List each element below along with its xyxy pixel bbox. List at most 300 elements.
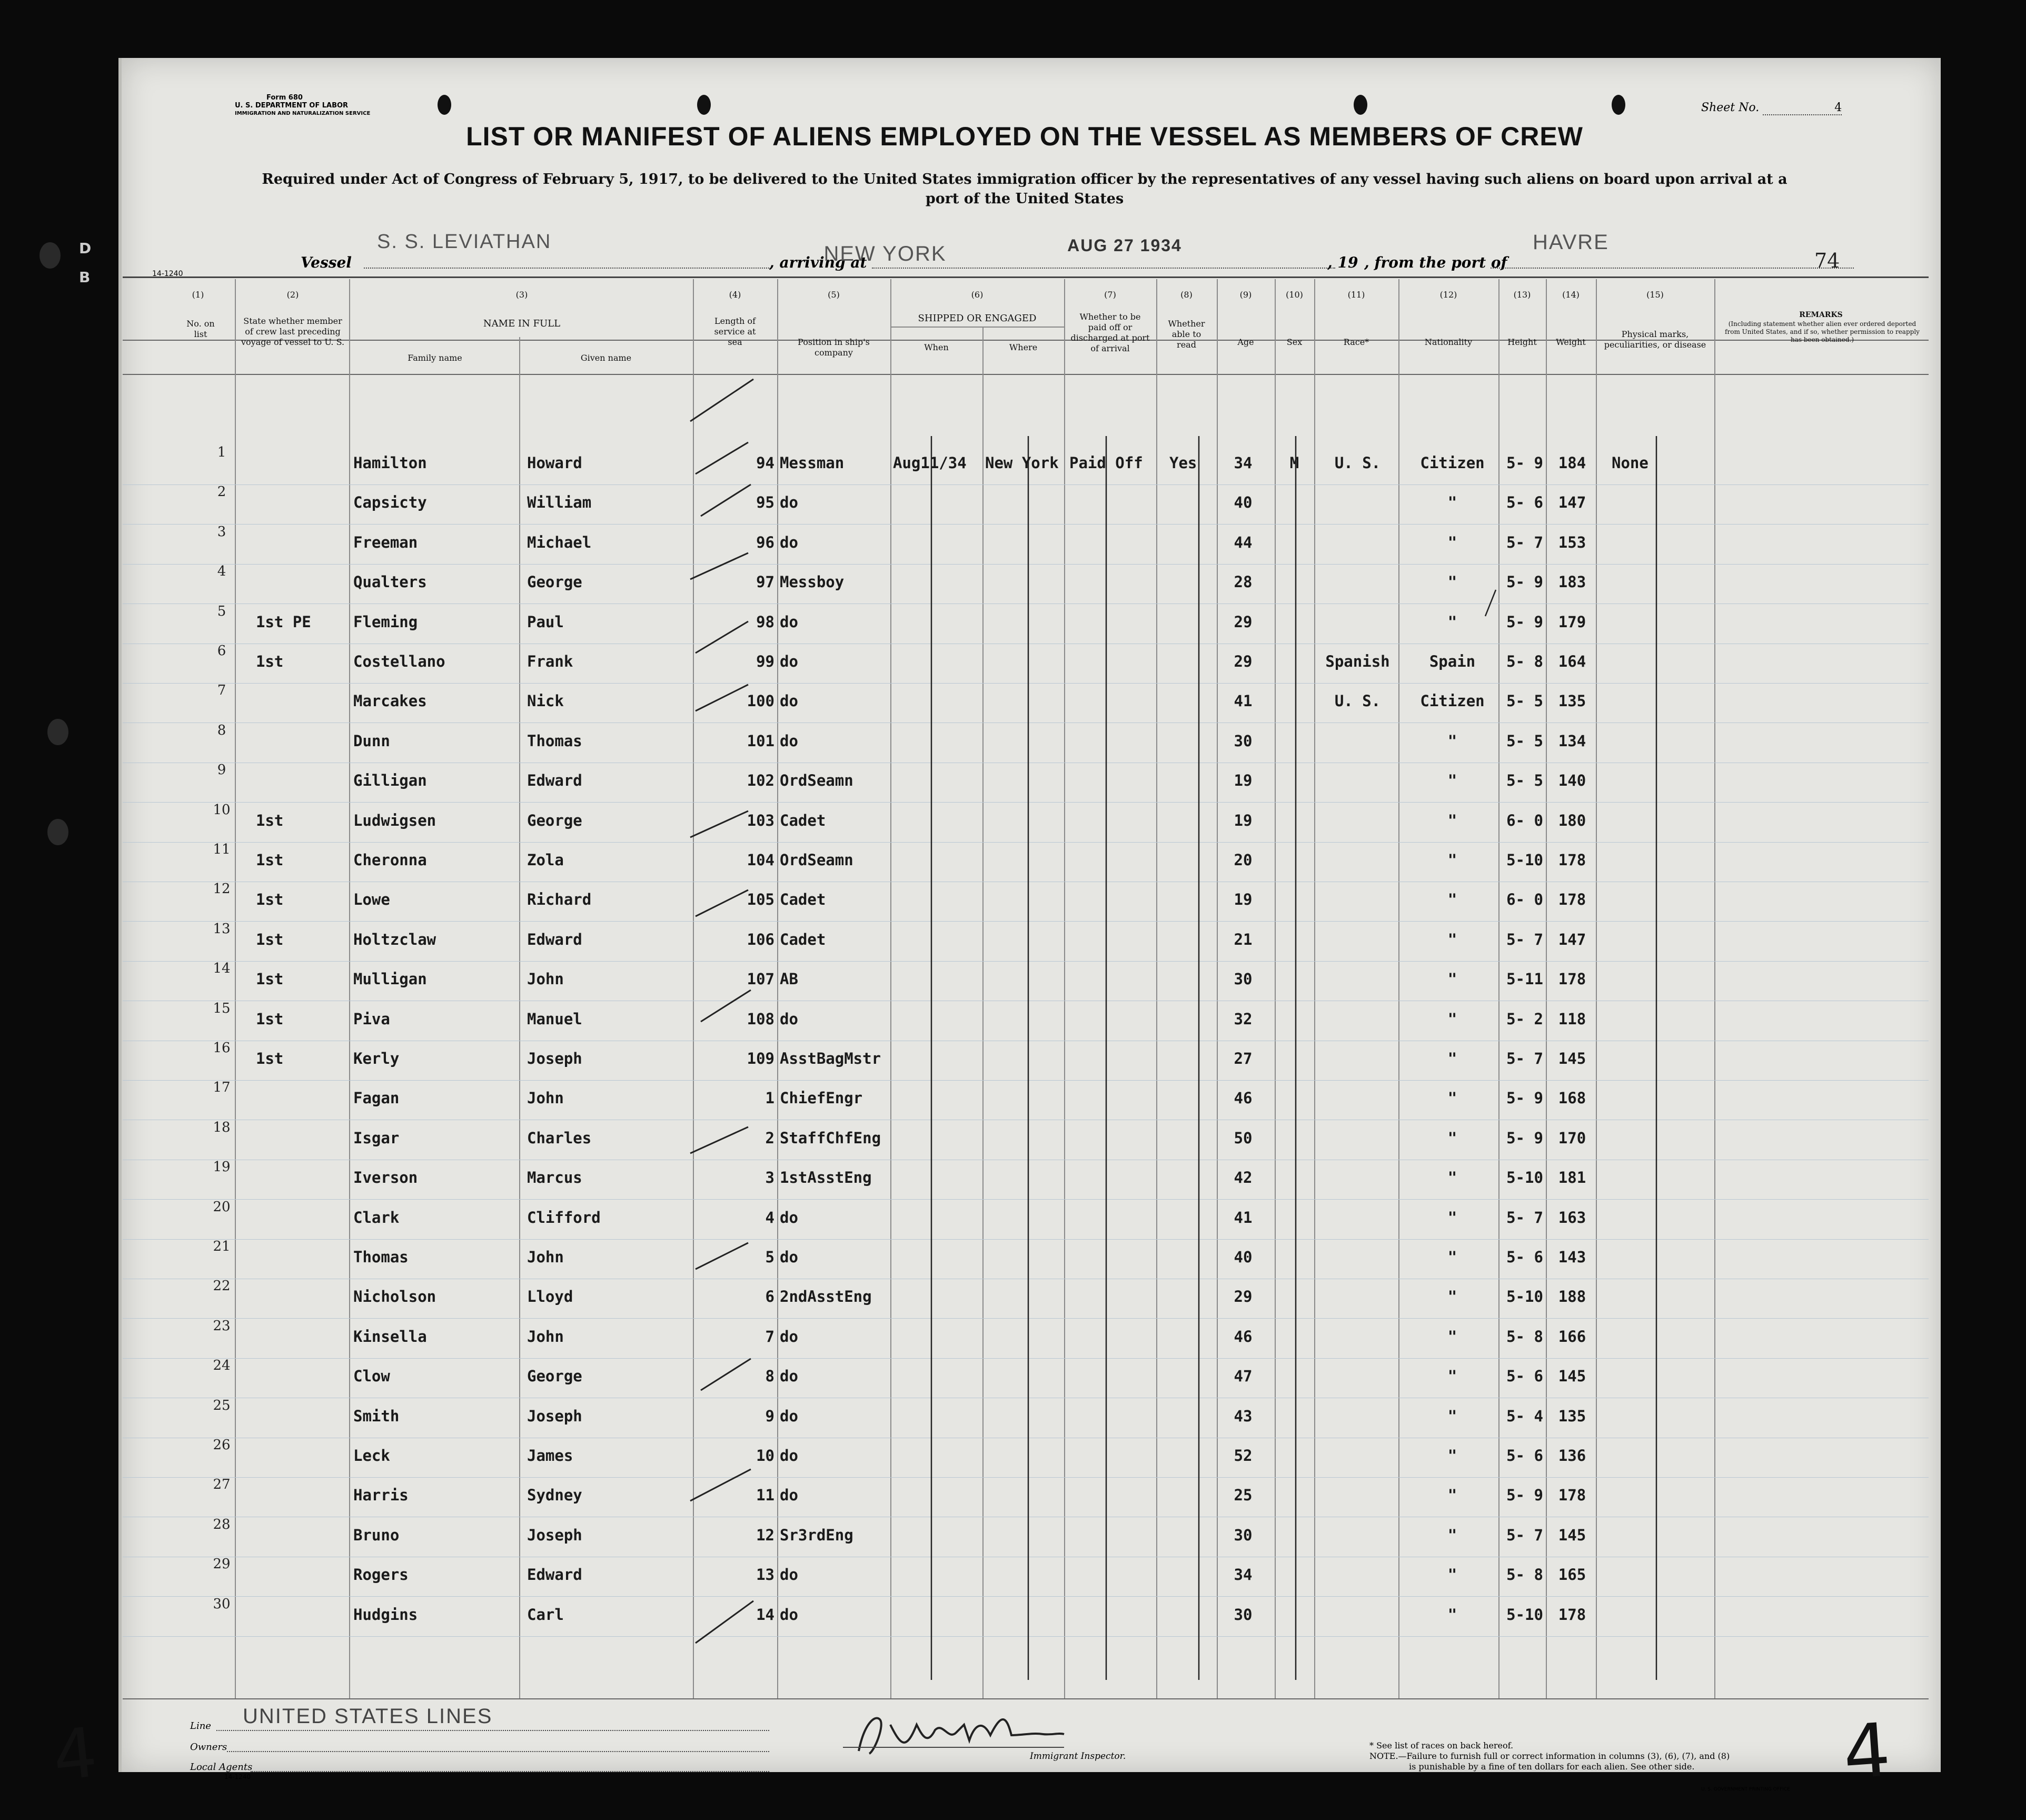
cell-height: 5- 5: [1506, 732, 1543, 750]
cell-given: Marcus: [527, 1169, 582, 1186]
cell-nationality: ": [1447, 851, 1457, 869]
cell-weight: 168: [1558, 1089, 1586, 1107]
cell-position: Cadet: [780, 812, 826, 829]
cell-nationality: ": [1447, 812, 1457, 829]
cell-nationality: ": [1447, 493, 1457, 511]
cell-marks: None: [1612, 454, 1648, 472]
cell-position: do: [780, 692, 798, 710]
cell-given: Edward: [527, 771, 582, 789]
cell-no: 17: [213, 1080, 231, 1095]
cell-position: do: [780, 1328, 798, 1346]
cell-height: 5- 7: [1506, 1209, 1543, 1226]
cell-nationality: ": [1447, 1447, 1457, 1465]
cell-age: 30: [1234, 1526, 1253, 1544]
cell-height: 5-10: [1506, 1606, 1543, 1624]
cell-read: Yes: [1169, 454, 1197, 472]
cell-paid: Paid Off: [1069, 454, 1143, 472]
cell-no: 4: [217, 563, 226, 579]
cell-age: 32: [1234, 1010, 1253, 1028]
cell-no: 27: [213, 1477, 231, 1492]
cell-nationality: ": [1447, 1010, 1457, 1028]
cell-nationality: ": [1447, 1367, 1457, 1385]
cell-height: 5- 6: [1506, 1367, 1543, 1385]
cell-nationality: Spain: [1429, 652, 1476, 670]
cell-family: Clark: [353, 1209, 400, 1226]
cell-family: Kerly: [353, 1050, 400, 1067]
cell-no: 20: [213, 1199, 231, 1215]
col-15-number: (15): [1646, 290, 1664, 300]
cell-service: 104: [747, 851, 774, 869]
cell-weight: 145: [1558, 1367, 1586, 1385]
cell-service: 3: [765, 1169, 774, 1186]
cell-position: do: [780, 1606, 798, 1624]
line-underline: [216, 1730, 769, 1731]
cell-position: Cadet: [780, 931, 826, 948]
col-1-header: No. on list: [186, 319, 215, 339]
cell-nationality: ": [1447, 1209, 1457, 1226]
cell-age: 46: [1234, 1089, 1253, 1107]
cell-position: OrdSeamn: [780, 771, 853, 789]
cell-no: 5: [217, 604, 226, 619]
cell-family: Hamilton: [353, 454, 427, 472]
col-6-where-header: Where: [1009, 342, 1038, 352]
col-13-number: (13): [1513, 290, 1531, 300]
department-name: U. S. DEPARTMENT OF LABOR: [235, 102, 349, 110]
cell-given: Richard: [527, 891, 592, 908]
cell-weight: 178: [1558, 1486, 1586, 1504]
col-1-number: (1): [192, 290, 204, 300]
cell-service: 7: [765, 1328, 774, 1346]
cell-no: 22: [213, 1278, 231, 1294]
col-7-header: Whether to be paid off or discharged at port of arrival: [1070, 312, 1150, 353]
cell-position: Cadet: [780, 891, 826, 908]
subtitle-line-1: Required under Act of Congress of February 5, 1917, to be delivered to the United States immigration officer by the representatives of any vessel having such aliens on board upon arrival at a: [262, 171, 1787, 187]
cell-age: 40: [1234, 493, 1253, 511]
col-10-number: (10): [1286, 290, 1303, 300]
cell-position: do: [780, 1367, 798, 1385]
cell-position: do: [780, 1447, 798, 1465]
cell-no: 26: [213, 1437, 231, 1453]
cell-nationality: ": [1447, 1129, 1457, 1147]
cell-race: U. S.: [1334, 692, 1381, 710]
cell-given: Michael: [527, 533, 592, 551]
cell-weight: 136: [1558, 1447, 1586, 1465]
subtitle-line-2: port of the United States: [925, 191, 1124, 207]
cell-position: do: [780, 1566, 798, 1584]
right-corner-mark: 4: [1840, 1707, 1893, 1796]
cell-height: 5-10: [1506, 1169, 1543, 1186]
cell-age: 29: [1234, 1288, 1253, 1305]
cell-service: 103: [747, 812, 774, 829]
cell-no: 2: [217, 484, 226, 500]
cell-weight: 178: [1558, 851, 1586, 869]
cell-age: 30: [1234, 732, 1253, 750]
cell-height: 5- 7: [1506, 1526, 1543, 1544]
page-title: LIST OR MANIFEST OF ALIENS EMPLOYED ON THE VESSEL AS MEMBERS OF CREW: [466, 122, 1583, 151]
line-label: Line: [190, 1720, 211, 1732]
cell-position: 2ndAsstEng: [780, 1288, 872, 1305]
cell-given: Joseph: [527, 1407, 582, 1425]
cell-nationality: ": [1447, 732, 1457, 750]
cell-nationality: ": [1447, 1407, 1457, 1425]
cell-prev: 1st PE: [256, 613, 311, 631]
cell-nationality: Citizen: [1420, 454, 1485, 472]
cell-service: 100: [747, 692, 774, 710]
cell-no: 8: [217, 723, 226, 738]
cell-height: 5- 8: [1506, 1328, 1543, 1346]
cell-given: Lloyd: [527, 1288, 573, 1305]
cell-family: Harris: [353, 1486, 409, 1504]
cell-family: Marcakes: [353, 692, 427, 710]
cell-nationality: ": [1447, 573, 1457, 591]
cell-nationality: ": [1447, 1089, 1457, 1107]
cell-given: Zola: [527, 851, 564, 869]
cell-height: 5- 8: [1506, 1566, 1543, 1584]
cell-service: 8: [765, 1367, 774, 1385]
cell-nationality: ": [1447, 1526, 1457, 1544]
cell-given: John: [527, 1089, 564, 1107]
cell-nationality: ": [1447, 1566, 1457, 1584]
cell-prev: 1st: [256, 931, 284, 948]
cell-weight: 165: [1558, 1566, 1586, 1584]
remarks-note: (Including statement whether alien ever ordered deported from United States, and if so, whether permission to reapply has been obtained.): [1725, 320, 1920, 343]
cell-height: 5- 4: [1506, 1407, 1543, 1425]
cell-position: do: [780, 1407, 798, 1425]
cell-height: 5- 2: [1506, 1010, 1543, 1028]
cell-family: Hudgins: [353, 1606, 418, 1624]
cell-weight: 135: [1558, 692, 1586, 710]
cell-age: 29: [1234, 613, 1253, 631]
cell-nationality: ": [1447, 1606, 1457, 1624]
left-strip-text: D: [79, 240, 92, 257]
fine-note-2: is punishable by a fine of ten dollars for each alien. See other side.: [1409, 1762, 1695, 1772]
date-stamp: AUG 27 1934: [1067, 236, 1182, 255]
cell-age: 21: [1234, 931, 1253, 948]
cell-position: ChiefEngr: [780, 1089, 863, 1107]
cell-weight: 140: [1558, 771, 1586, 789]
cell-height: 5- 9: [1506, 1486, 1543, 1504]
cell-height: 5- 5: [1506, 692, 1543, 710]
cell-age: 34: [1234, 1566, 1253, 1584]
cell-position: OrdSeamn: [780, 851, 853, 869]
cell-nationality: ": [1447, 970, 1457, 988]
cell-given: George: [527, 1367, 582, 1385]
cell-when: Aug11/34: [893, 454, 967, 472]
cell-nationality: ": [1447, 771, 1457, 789]
cell-no: 29: [213, 1556, 231, 1572]
cell-height: 5- 6: [1506, 1248, 1543, 1266]
cell-prev: 1st: [256, 970, 284, 988]
col-10-header: Sex: [1286, 337, 1303, 347]
col-8-header: Whether able to read: [1168, 319, 1205, 350]
cell-prev: 1st: [256, 652, 284, 670]
cell-nationality: ": [1447, 1169, 1457, 1186]
cell-given: Edward: [527, 931, 582, 948]
cell-age: 43: [1234, 1407, 1253, 1425]
cell-age: 19: [1234, 812, 1253, 829]
cell-service: 99: [756, 652, 774, 670]
cell-service: 106: [747, 931, 774, 948]
cell-family: Qualters: [353, 573, 427, 591]
cell-given: Edward: [527, 1566, 582, 1584]
cell-age: 34: [1234, 454, 1253, 472]
cell-given: Frank: [527, 652, 573, 670]
cell-no: 30: [213, 1596, 231, 1612]
cell-weight: 178: [1558, 1606, 1586, 1624]
cell-where: New York: [985, 454, 1059, 472]
cell-position: do: [780, 652, 798, 670]
col-14-number: (14): [1562, 290, 1580, 300]
cell-weight: 183: [1558, 573, 1586, 591]
arriving-port: NEW YORK: [823, 242, 947, 265]
cell-age: 40: [1234, 1248, 1253, 1266]
binder-hole: [47, 719, 68, 745]
cell-age: 52: [1234, 1447, 1253, 1465]
col-14-header: Weight: [1556, 337, 1586, 347]
page-number: 74: [1814, 249, 1840, 272]
cell-position: do: [780, 533, 798, 551]
cell-age: 41: [1234, 1209, 1253, 1226]
cell-given: Joseph: [527, 1050, 582, 1067]
cell-age: 29: [1234, 652, 1253, 670]
cell-age: 28: [1234, 573, 1253, 591]
cell-family: Piva: [353, 1010, 390, 1028]
cell-weight: 145: [1558, 1050, 1586, 1067]
cell-prev: 1st: [256, 812, 284, 829]
cell-position: do: [780, 613, 798, 631]
cell-age: 41: [1234, 692, 1253, 710]
col-6-header: SHIPPED OR ENGAGED: [918, 313, 1037, 324]
cell-nationality: ": [1447, 613, 1457, 631]
cell-family: Clow: [353, 1367, 390, 1385]
cell-no: 24: [213, 1358, 231, 1373]
cell-service: 12: [756, 1526, 774, 1544]
cell-height: 6- 0: [1506, 891, 1543, 908]
cell-family: Cheronna: [353, 851, 427, 869]
cell-service: 98: [756, 613, 774, 631]
cell-given: Charles: [527, 1129, 592, 1147]
cell-no: 12: [213, 881, 231, 897]
cell-family: Costellano: [353, 652, 445, 670]
cell-weight: 164: [1558, 652, 1586, 670]
cell-given: John: [527, 1328, 564, 1346]
cell-service: 96: [756, 533, 774, 551]
cell-given: George: [527, 573, 582, 591]
col-15-header: Physical marks, peculiarities, or disease: [1604, 329, 1706, 350]
cell-given: Manuel: [527, 1010, 582, 1028]
fine-note-1: NOTE.—Failure to furnish full or correct information in columns (3), (6), (7), and (8): [1369, 1751, 1730, 1761]
service-name: IMMIGRATION AND NATURALIZATION SERVICE: [235, 111, 371, 116]
arriving-label: , arriving at: [769, 254, 867, 271]
cell-position: do: [780, 1248, 798, 1266]
inspector-label: Immigrant Inspector.: [1030, 1751, 1126, 1762]
cell-no: 3: [217, 524, 226, 540]
cell-service: 5: [765, 1248, 774, 1266]
cell-family: Fleming: [353, 613, 418, 631]
cell-height: 5- 6: [1506, 493, 1543, 511]
cell-height: 5- 9: [1506, 613, 1543, 631]
cell-nationality: ": [1447, 1328, 1457, 1346]
cell-family: Capsicty: [353, 493, 427, 511]
cell-family: Holtzclaw: [353, 931, 436, 948]
cell-weight: 170: [1558, 1129, 1586, 1147]
col-3-family-header: Family name: [408, 353, 462, 363]
cell-no: 25: [213, 1398, 231, 1413]
cell-family: Fagan: [353, 1089, 400, 1107]
cell-service: 108: [747, 1010, 774, 1028]
left-corner-mark: 4: [49, 1712, 101, 1796]
cell-position: StaffChfEng: [780, 1129, 881, 1147]
cell-age: 44: [1234, 533, 1253, 551]
cell-nationality: ": [1447, 1248, 1457, 1266]
cell-position: do: [780, 1209, 798, 1226]
col-12-header: Nationality: [1424, 337, 1473, 347]
cell-age: 20: [1234, 851, 1253, 869]
cell-no: 21: [213, 1239, 231, 1254]
cell-age: 25: [1234, 1486, 1253, 1504]
cell-weight: 145: [1558, 1526, 1586, 1544]
ditto-lines: [122, 58, 1928, 1698]
cell-age: 19: [1234, 771, 1253, 789]
cell-weight: 178: [1558, 891, 1586, 908]
cell-no: 7: [217, 682, 226, 698]
printing-office: U. S. GOVERNMENT PRINTING OFFICE: [1701, 1787, 1790, 1792]
cell-weight: 147: [1558, 931, 1586, 948]
remarks-header: REMARKS: [1799, 311, 1843, 319]
cell-prev: 1st: [256, 1010, 284, 1028]
cell-family: Leck: [353, 1447, 390, 1465]
races-note: * See list of races on back hereof.: [1369, 1740, 1514, 1750]
cell-given: Paul: [527, 613, 564, 631]
cell-no: 9: [217, 762, 226, 778]
cell-service: 1: [765, 1089, 774, 1107]
cell-service: 13: [756, 1566, 774, 1584]
cell-no: 23: [213, 1318, 231, 1334]
cell-height: 5- 7: [1506, 533, 1543, 551]
cell-sex: M: [1289, 454, 1299, 472]
cell-height: 5- 6: [1506, 1447, 1543, 1465]
cell-family: Smith: [353, 1407, 400, 1425]
col-5-number: (5): [828, 290, 840, 300]
left-strip-text: B: [79, 269, 91, 286]
cell-no: 11: [213, 842, 231, 857]
cell-service: 4: [765, 1209, 774, 1226]
cell-family: Mulligan: [353, 970, 427, 988]
cell-weight: 134: [1558, 732, 1586, 750]
cell-given: Joseph: [527, 1526, 582, 1544]
cell-height: 5- 9: [1506, 1089, 1543, 1107]
cell-height: 5- 5: [1506, 771, 1543, 789]
cell-no: 1: [217, 444, 226, 460]
cell-position: do: [780, 493, 798, 511]
cell-family: Dunn: [353, 732, 390, 750]
cell-height: 5- 8: [1506, 652, 1543, 670]
cell-position: Messman: [780, 454, 845, 472]
cell-family: Isgar: [353, 1129, 400, 1147]
col-4-header: Length of service at sea: [714, 316, 756, 347]
cell-height: 5- 9: [1506, 573, 1543, 591]
col-2-header: State whether member of crew last preceding voyage of vessel to U. S.: [241, 316, 345, 347]
sheet-number-value: 4: [1763, 101, 1842, 115]
col-3-number: (3): [515, 290, 528, 300]
col-2-number: (2): [286, 290, 299, 300]
cell-weight: 135: [1558, 1407, 1586, 1425]
cell-age: 50: [1234, 1129, 1253, 1147]
cell-height: 5- 9: [1506, 454, 1543, 472]
cell-weight: 188: [1558, 1288, 1586, 1305]
col-6-number: (6): [971, 290, 984, 300]
cell-service: 9: [765, 1407, 774, 1425]
cell-no: 6: [217, 643, 226, 659]
cell-height: 5- 9: [1506, 1129, 1543, 1147]
cell-nationality: ": [1447, 533, 1457, 551]
col-6-when-header: When: [924, 342, 949, 352]
cell-race: Spanish: [1325, 652, 1390, 670]
cell-service: 14: [756, 1606, 774, 1624]
cell-height: 5- 7: [1506, 1050, 1543, 1067]
cell-family: Nicholson: [353, 1288, 436, 1305]
vessel-name: S. S. LEVIATHAN: [377, 231, 552, 253]
cell-given: Clifford: [527, 1209, 601, 1226]
cell-nationality: Citizen: [1420, 692, 1485, 710]
cell-service: 94: [756, 454, 774, 472]
col-8-number: (8): [1180, 290, 1193, 300]
cell-nationality: ": [1447, 931, 1457, 948]
cell-weight: 184: [1558, 454, 1586, 472]
from-port-label: , from the port of: [1364, 254, 1507, 271]
cell-given: James: [527, 1447, 573, 1465]
cell-given: Nick: [527, 692, 564, 710]
manifest-footer: [49, 1698, 1928, 1796]
cell-position: do: [780, 1010, 798, 1028]
cell-family: Ludwigsen: [353, 812, 436, 829]
cell-prev: 1st: [256, 891, 284, 908]
sheet-number-label: Sheet No.: [1701, 101, 1760, 114]
owners-label: Owners: [190, 1742, 227, 1753]
cell-position: do: [780, 1486, 798, 1504]
col-9-header: Age: [1237, 337, 1254, 347]
cell-age: 42: [1234, 1169, 1253, 1186]
cell-service: 6: [765, 1288, 774, 1305]
form-number: Form 680: [266, 94, 303, 102]
col-3-given-header: Given name: [580, 353, 632, 363]
local-agents-label: Local Agents: [190, 1762, 253, 1773]
cell-service: 105: [747, 891, 774, 908]
col-5-header: Position in ship's company: [798, 337, 870, 358]
cell-no: 18: [213, 1120, 231, 1135]
cell-family: Gilligan: [353, 771, 427, 789]
col-7-number: (7): [1104, 290, 1116, 300]
cell-given: John: [527, 970, 564, 988]
cell-position: do: [780, 732, 798, 750]
cell-prev: 1st: [256, 851, 284, 869]
cell-weight: 181: [1558, 1169, 1586, 1186]
cell-nationality: ": [1447, 1050, 1457, 1067]
cell-weight: 147: [1558, 493, 1586, 511]
cell-service: 107: [747, 970, 774, 988]
cell-family: Lowe: [353, 891, 390, 908]
cell-prev: 1st: [256, 1050, 284, 1067]
col-3-header: NAME IN FULL: [483, 318, 561, 329]
cell-position: Sr3rdEng: [780, 1526, 853, 1544]
cell-height: 5-10: [1506, 851, 1543, 869]
cell-height: 6- 0: [1506, 812, 1543, 829]
cell-family: Bruno: [353, 1526, 400, 1544]
year-label: , 19: [1327, 254, 1358, 271]
cell-service: 109: [747, 1050, 774, 1067]
col-9-number: (9): [1239, 290, 1252, 300]
cell-given: Sydney: [527, 1486, 582, 1504]
